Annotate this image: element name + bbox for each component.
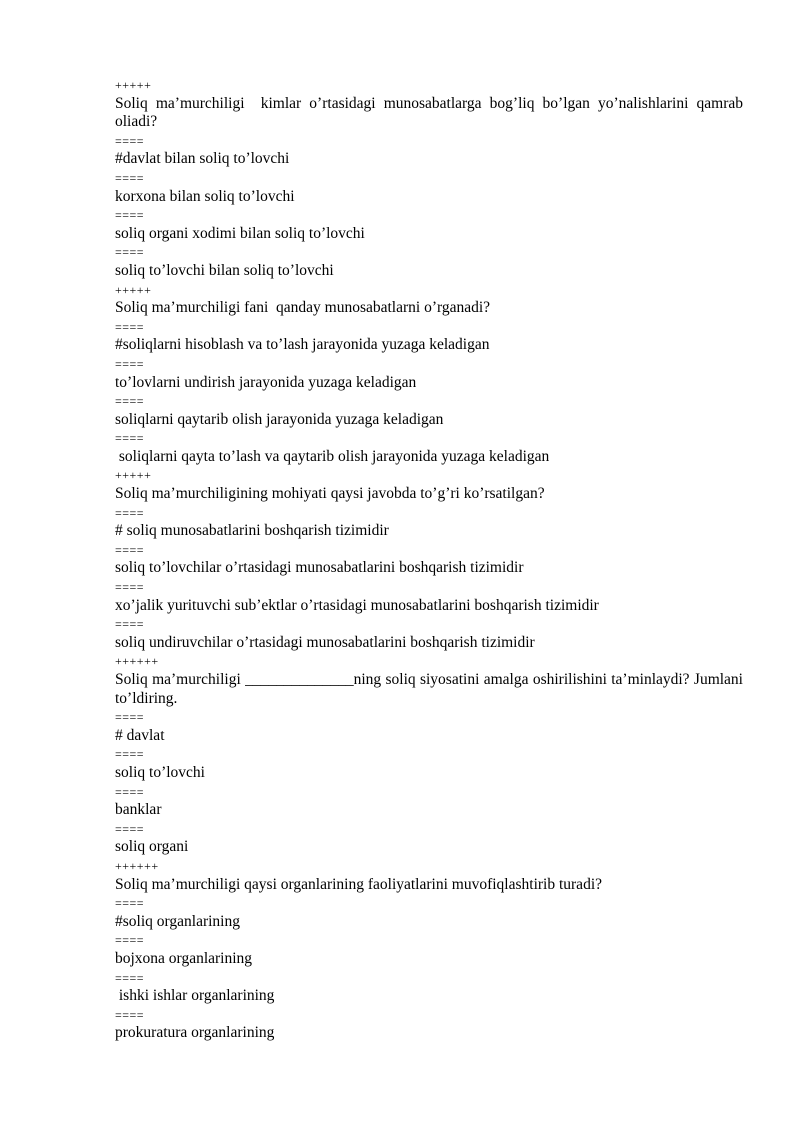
separator-line: ====: [115, 1007, 145, 1022]
answer-option: # soliq munosabatlarini boshqarish tizimidir: [115, 522, 389, 540]
separator-line: ====: [115, 431, 145, 446]
answer-option: soliq undiruvchilar o’rtasidagi munosabatlarini boshqarish tizimidir: [115, 633, 535, 651]
separator-line: ====: [115, 933, 145, 948]
separator-line: ====: [115, 356, 145, 371]
separator-line: ====: [115, 747, 145, 762]
separator-line: ====: [115, 710, 145, 725]
separator-line: +++++: [115, 468, 152, 483]
answer-option: #soliqlarni hisoblash va to’lash jarayonida yuzaga keladigan: [115, 336, 490, 354]
answer-option: soliq to’lovchilar o’rtasidagi munosabatlarini boshqarish tizimidir: [115, 559, 524, 577]
answer-option: soliqlarni qayta to’lash va qaytarib olish jarayonida yuzaga keladigan: [115, 447, 550, 465]
answer-option: soliq organi xodimi bilan soliq to’lovchi: [115, 224, 365, 242]
separator-line: ++++++: [115, 654, 159, 669]
separator-line: ====: [115, 394, 145, 409]
separator-line: ====: [115, 970, 145, 985]
answer-option: soliq organi: [115, 838, 189, 856]
answer-option: #soliq organlarining: [115, 912, 240, 930]
separator-line: ====: [115, 319, 145, 334]
separator-line: ====: [115, 505, 145, 520]
separator-line: ++++++: [115, 858, 159, 873]
separator-line: ====: [115, 208, 145, 223]
answer-option: #davlat bilan soliq to’lovchi: [115, 150, 290, 168]
question-text: Soliq ma’murchiligining mohiyati qaysi javobda to’g’ri ko’rsatilgan?: [115, 485, 545, 503]
separator-line: ====: [115, 617, 145, 632]
document-page: [115, 76, 747, 1043]
question-text: Soliq ma’murchiligi ______________ning soliq siyosatini amalga oshirilishini ta’minlaydi? Jumlani to’ldiring.: [115, 671, 747, 707]
separator-line: ====: [115, 542, 145, 557]
question-text: Soliq ma’murchiligi kimlar o’rtasidagi munosabatlarga bog’liq bo’lgan yo’nalishlarini qamrab oliadi?: [115, 94, 747, 131]
separator-line: ====: [115, 784, 145, 799]
answer-option: xo’jalik yurituvchi sub’ektlar o’rtasidagi munosabatlarini boshqarish tizimidir: [115, 596, 599, 614]
separator-line: ====: [115, 580, 145, 595]
answer-option: prokuratura organlarining: [115, 1024, 275, 1042]
question-text: Soliq ma’murchiligi qaysi organlarining faoliyatlarini muvofiqlashtirib turadi?: [115, 875, 603, 893]
answer-option: korxona bilan soliq to’lovchi: [115, 187, 295, 205]
answer-option: to’lovlarni undirish jarayonida yuzaga keladigan: [115, 373, 417, 391]
answer-option: ishki ishlar organlarining: [115, 987, 275, 1005]
separator-line: ====: [115, 245, 145, 260]
separator-line: +++++: [115, 282, 152, 297]
separator-line: ====: [115, 170, 145, 185]
separator-line: ====: [115, 821, 145, 836]
question-text: Soliq ma’murchiligi fani qanday munosabatlarni o’rganadi?: [115, 299, 491, 317]
answer-option: soliq to’lovchi: [115, 763, 205, 781]
separator-line: ====: [115, 133, 145, 148]
separator-line: ====: [115, 896, 145, 911]
answer-option: bojxona organlarining: [115, 949, 253, 967]
answer-option: # davlat: [115, 726, 165, 744]
answer-option: soliq to’lovchi bilan soliq to’lovchi: [115, 261, 334, 279]
answer-option: soliqlarni qaytarib olish jarayonida yuzaga keladigan: [115, 410, 444, 428]
answer-option: banklar: [115, 801, 162, 819]
separator-line: +++++: [115, 78, 152, 92]
